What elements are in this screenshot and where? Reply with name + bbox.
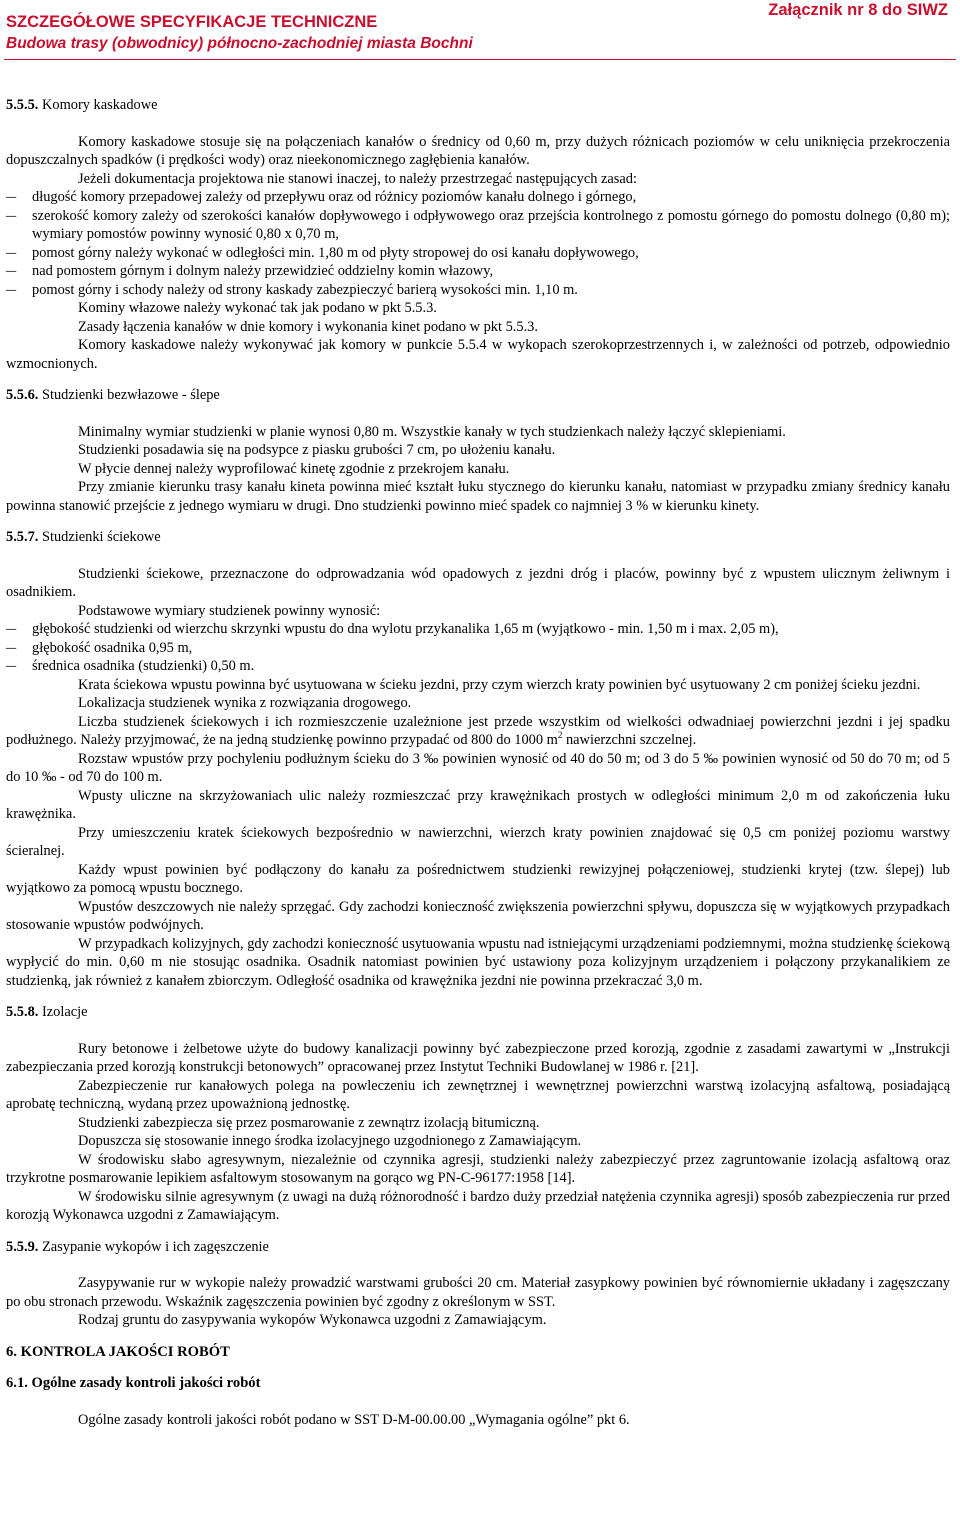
list-item: – głębokość studzienki od wierzchu skrzynki wpustu do dna wylotu przykanalika 1,65 m (wyjątkowo - min. 1,50 m i max. 2,05 m),	[6, 620, 950, 639]
section-heading-5-5-6: 5.5.6. Studzienki bezwłazowe - ślepe	[6, 387, 220, 403]
header-subtitle: Budowa trasy (obwodnicy) północno-zachodniej miasta Bochni	[6, 35, 473, 52]
section-heading-5-5-8: 5.5.8. Izolacje	[6, 1004, 88, 1020]
paragraph: Przy zmianie kierunku trasy kanału kineta powinna mieć kształt łuku stycznego do kierunku kanału, natomiast w przypadku zmiany średnicy kanału powinna stanowić przejście z jednego wymiaru w drugi. Dno studzienki powinno mieć spadek co najmniej 3 % w kierunku kinety.	[6, 479, 950, 514]
header-title: SZCZEGÓŁOWE SPECYFIKACJE TECHNICZNE	[6, 13, 378, 31]
list-item: – długość komory przepadowej zależy od przepływu oraz od różnicy poziomów kanału dolnego i górnego,	[6, 188, 950, 207]
paragraph: Kominy włazowe należy wykonać tak jak podano w pkt 5.5.3.	[78, 300, 437, 316]
paragraph: Lokalizacja studzienek wynika z rozwiązania drogowego.	[78, 695, 412, 711]
section-heading-6-1: 6.1. Ogólne zasady kontroli jakości robót	[6, 1375, 261, 1391]
paragraph: Studzienki posadawia się na podsypce z piasku grubości 7 cm, po ułożeniu kanału.	[78, 442, 556, 458]
paragraph: W przypadkach kolizyjnych, gdy zachodzi konieczność usytuowania wpustu nad istniejącymi urządzeniami podziemnymi, można studzienkę ściekową wypłycić do min. 0,60 m nie stosując osadnika. Osadnik natomiast powinien być ustawiony poza kolizyjnym urządzeniem i połączony przykanalikiem ze studzienką, jak również z kanałem zbiorczym. Odległość osadnika od krawężnika jezdni nie powinna przekraczać 3,0 m.	[6, 935, 950, 989]
paragraph: W środowisku silnie agresywnym (z uwagi na dużą różnorodność i bardzo duży przedział natężenia czynnika agresji) sposób zabezpieczenia rur przed korozją Wykonawca uzgodni z Zamawiającym.	[6, 1188, 950, 1223]
paragraph: Zasypywanie rur w wykopie należy prowadzić warstwami grubości 20 cm. Materiał zasypkowy powinien być równomiernie układany i zagęszczany po obu stronach przewodu. Wskaźnik zagęszczenia powinien być zgodny z określonym w SST.	[6, 1275, 950, 1310]
paragraph: Ogólne zasady kontroli jakości robót podano w SST D-M-00.00.00 „Wymagania ogólne” pkt 6.	[78, 1411, 630, 1428]
paragraph: Studzienki zabezpiecza się przez posmarowanie z zewnątrz izolacją bitumiczną.	[78, 1114, 540, 1131]
paragraph: Zabezpieczenie rur kanałowych polega na powleczeniu ich zewnętrznej i wewnętrznej powierzchni warstwą izolacyjną asfaltową, posiadającą aprobatę techniczną, wydaną przez upoważnioną jednostkę.	[6, 1077, 950, 1112]
paragraph: Minimalny wymiar studzienki w planie wynosi 0,80 m. Wszystkie kanały w tych studzienkach należy łączyć sklepieniami.	[78, 423, 786, 440]
header-annex: Załącznik nr 8 do SIWZ	[768, 1, 948, 19]
section-heading-5-5-9: 5.5.9. Zasypanie wykopów i ich zagęszczenie	[6, 1238, 269, 1255]
chapter-heading-6: 6. KONTROLA JAKOŚCI ROBÓT	[6, 1343, 230, 1360]
paragraph: Zasady łączenia kanałów w dnie komory i wykonania kinet podano w pkt 5.5.3.	[78, 318, 538, 335]
paragraph: W płycie dennej należy wyprofilować kinetę zgodnie z przekrojem kanału.	[78, 460, 510, 477]
list-item: – nad pomostem górnym i dolnym należy przewidzieć oddzielny komin włazowy,	[6, 262, 950, 281]
list-item: – szerokość komory zależy od szerokości kanałów dopływowego i odpływowego oraz przejścia kontrolnego z pomostu górnego do pomostu dolnego (0,80 m); wymiary pomostów powinny wynosić 0,80 x 0,70 m,	[6, 207, 950, 244]
paragraph: Krata ściekowa wpustu powinna być usytuowana w ścieku jezdni, przy czym wierzch kraty powinien być usytuowany 2 cm poniżej ścieku jezdni.	[78, 676, 921, 693]
paragraph: Studzienki ściekowe, przeznaczone do odprowadzania wód opadowych z jezdni dróg i placów, powinny być z wpustem ulicznym żeliwnym i osadnikiem.	[6, 565, 950, 600]
section-heading-5-5-7: 5.5.7. Studzienki ściekowe	[6, 529, 161, 545]
bullet-list	[6, 188, 950, 299]
paragraph: Przy umieszczeniu kratek ściekowych bezpośrednio w nawierzchni, wierzch kraty powinien znajdować się 0,5 cm poniżej poziomu warstwy ścieralnej.	[6, 824, 950, 859]
list-item: – pomost górny należy wykonać w odległości min. 1,80 m od płyty stropowej do osi kanału dopływowego,	[6, 244, 950, 263]
paragraph: Rodzaj gruntu do zasypywania wykopów Wykonawca uzgodni z Zamawiającym.	[78, 1312, 547, 1328]
paragraph: Jeżeli dokumentacja projektowa nie stanowi inaczej, to należy przestrzegać następujących zasad:	[78, 170, 637, 187]
paragraph: Rury betonowe i żelbetowe użyte do budowy kanalizacji powinny być zabezpieczone przed korozją, zgodnie z zasadami zawartymi w „Instrukcji zabezpieczania przed korozją konstrukcji betonowych” opracowanej przez Instytut Techniki Budowlanej w 1986 r. [21].	[6, 1040, 950, 1075]
document-body	[6, 96, 950, 1429]
paragraph: Podstawowe wymiary studzienek powinny wynosić:	[78, 602, 381, 619]
paragraph: Rozstaw wpustów przy pochyleniu podłużnym ścieku do 3 ‰ powinien wynosić od 40 do 50 m; od 3 do 5 ‰ powinien wynosić od 50 do 70 m; od 5 do 10 ‰ - od 70 do 100 m.	[6, 750, 950, 785]
paragraph: W środowisku słabo agresywnym, niezależnie od czynnika agresji, studzienki należy zabezpieczyć przez zagruntowanie izolacją asfaltową oraz trzykrotne posmarowanie lepikiem asfaltowym stosowanym na gorąco wg PN-C-96177:1958 [14].	[6, 1151, 950, 1186]
paragraph: Dopuszcza się stosowanie innego środka izolacyjnego uzgodnionego z Zamawiającym.	[78, 1133, 582, 1149]
paragraph: Wpusty uliczne na skrzyżowaniach ulic należy rozmieszczać przy krawężnikach prostych w odległości minimum 2,0 m od zakończenia łuku krawężnika.	[6, 787, 950, 822]
bullet-list	[6, 620, 950, 676]
list-item: – głębokość osadnika 0,95 m,	[6, 639, 950, 658]
paragraph: Wpustów deszczowych nie należy sprzęgać. Gdy zachodzi konieczność zwiększenia powierzchni spływu, dopuszcza się w wyjątkowych przypadkach stosowanie wpustów podwójnych.	[6, 898, 950, 933]
paragraph: Każdy wpust powinien być podłączony do kanału za pośrednictwem studzienki rewizyjnej połączeniowej, studzienki krytej (tzw. ślepej) lub wyjątkowo za pomocą wpustu bocznego.	[6, 861, 950, 896]
list-item: – pomost górny i schody należy od strony kaskady zabezpieczyć barierą wysokości min. 1,10 m.	[6, 281, 950, 300]
paragraph: Komory kaskadowe stosuje się na połączeniach kanałów o średnicy od 0,60 m, przy dużych różnicach poziomów w celu uniknięcia przekroczenia dopuszczalnych spadków (i prędkości wody) oraz nieekonomicznego zagłębienia kanałów.	[6, 133, 950, 168]
list-item: – średnica osadnika (studzienki) 0,50 m.	[6, 657, 950, 676]
paragraph: Liczba studzienek ściekowych i ich rozmieszczenie uzależnione jest przede wszystkim od wielkości odwadniaej powierzchni jezdni i jej spadku podłużnego. Należy przyjmować, że na jedną studzienkę powinno przypadać od 800 do 1000 $m^2$ nawierzchni szczelnej.	[6, 713, 950, 748]
section-heading-5-5-5: 5.5.5. Komory kaskadowe	[6, 97, 158, 113]
header-rule	[4, 59, 956, 60]
paragraph: Komory kaskadowe należy wykonywać jak komory w punkcie 5.5.4 w wykopach szerokoprzestrzennych i, w zależności od potrzeb, odpowiednio wzmocnionych.	[6, 337, 950, 372]
